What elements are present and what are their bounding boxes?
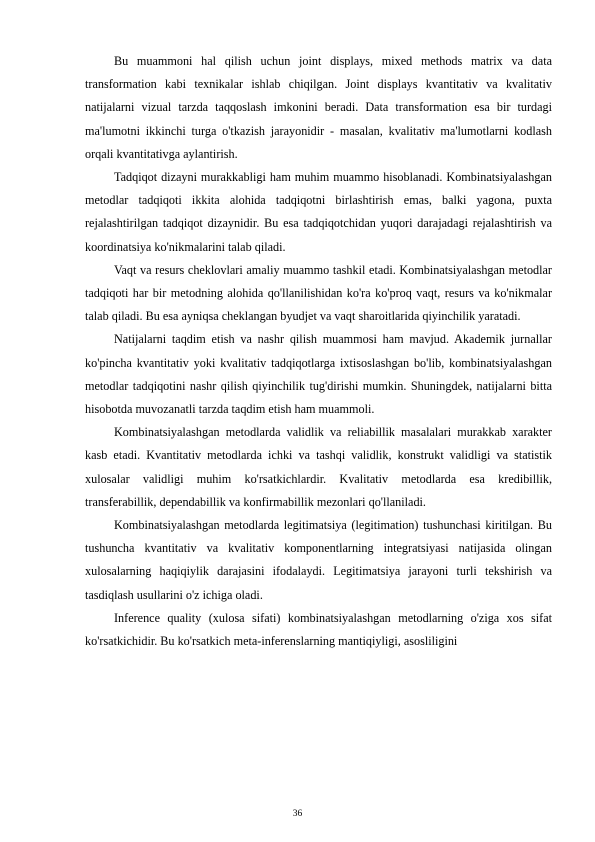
paragraph-publishing: Natijalarni taqdim etish va nashr qilish muammosi ham mavjud. Akademik jurnallar ko'pincha kvantitativ yoki kvalitativ tadqiqotlarga ixtisoslashgan bo'lib, kombinatsiyalashgan metodlar tadqiqotini nashr qilish qiyinchilik tug'dirishi mumkin. Shuningdek, natijalarni bitta hisobotda muvozanatli tarzda taqdim etish ham muammoli. bbox=[85, 332, 552, 417]
paragraph-validity: Kombinatsiyalashgan metodlarda validlik va reliabillik masalalari murakkab xarakter kasb etadi. Kvantitativ metodlarda ichki va tashqi validlik, konstrukt validligi va statistik xulosalar validligi muhim ko'rsatkichlardir. Kvalitativ metodlarda esa kredibillik, transferabillik, dependabillik va konfirmabillik mezonlari qo'llaniladi. bbox=[85, 425, 552, 509]
page-number: 36 bbox=[292, 809, 303, 819]
paragraph-time-resources: Vaqt va resurs cheklovlari amaliy muammo tashkil etadi. Kombinatsiyalashgan metodlar tadqiqoti har bir metodning alohida qo'llanilishidan ko'ra ko'proq vaqt, resurs va ko'nikmalar talab qiladi. Bu esa ayniqsa cheklangan byudjet va vaqt sharoitlarida qiyinchilik yaratadi. bbox=[85, 262, 552, 324]
page-body bbox=[85, 50, 552, 653]
paragraph-joint-displays: Bu muammoni hal qilish uchun joint displays, mixed methods matrix va data transformation kabi texnikalar ishlab chiqilgan. Joint displays kvantitativ va kvalitativ natijalarni vizual tarzda taqqoslash imkonini beradi. Data transformation esa bir turdagi ma'lumotni ikkinchi turga o'tkazish jarayonidir - masalan, kvalitativ ma'lumotlarni kodlash orqali kvantitativga aylantirish. bbox=[85, 54, 552, 161]
paragraph-design-complexity: Tadqiqot dizayni murakkabligi ham muhim muammo hisoblanadi. Kombinatsiyalashgan metodlar tadqiqoti ikkita alohida tadqiqotni birlashtirish emas, balki yagona, puxta rejalashtirilgan tadqiqot dizaynidir. Bu esa tadqiqotchidan yuqori darajadagi rejalashtirish va koordinatsiya ko'nikmalarini talab qiladi. bbox=[85, 170, 552, 254]
paragraph-inference-quality: Inference quality (xulosa sifati) kombinatsiyalashgan metodlarning o'ziga xos sifat ko'rsatkichidir. Bu ko'rsatkich meta-inferenslarning mantiqiyligi, asosliligini bbox=[85, 610, 552, 649]
paragraph-legitimation: Kombinatsiyalashgan metodlarda legitimatsiya (legitimation) tushunchasi kiritilgan. Bu tushuncha kvantitativ va kvalitativ komponentlarning integratsiyasi natijasida olingan xulosalarning haqiqiylik darajasini ifodalaydi. Legitimatsiya jarayoni turli tekshirish va tasdiqlash usullarini o'z ichiga oladi. bbox=[85, 518, 552, 602]
